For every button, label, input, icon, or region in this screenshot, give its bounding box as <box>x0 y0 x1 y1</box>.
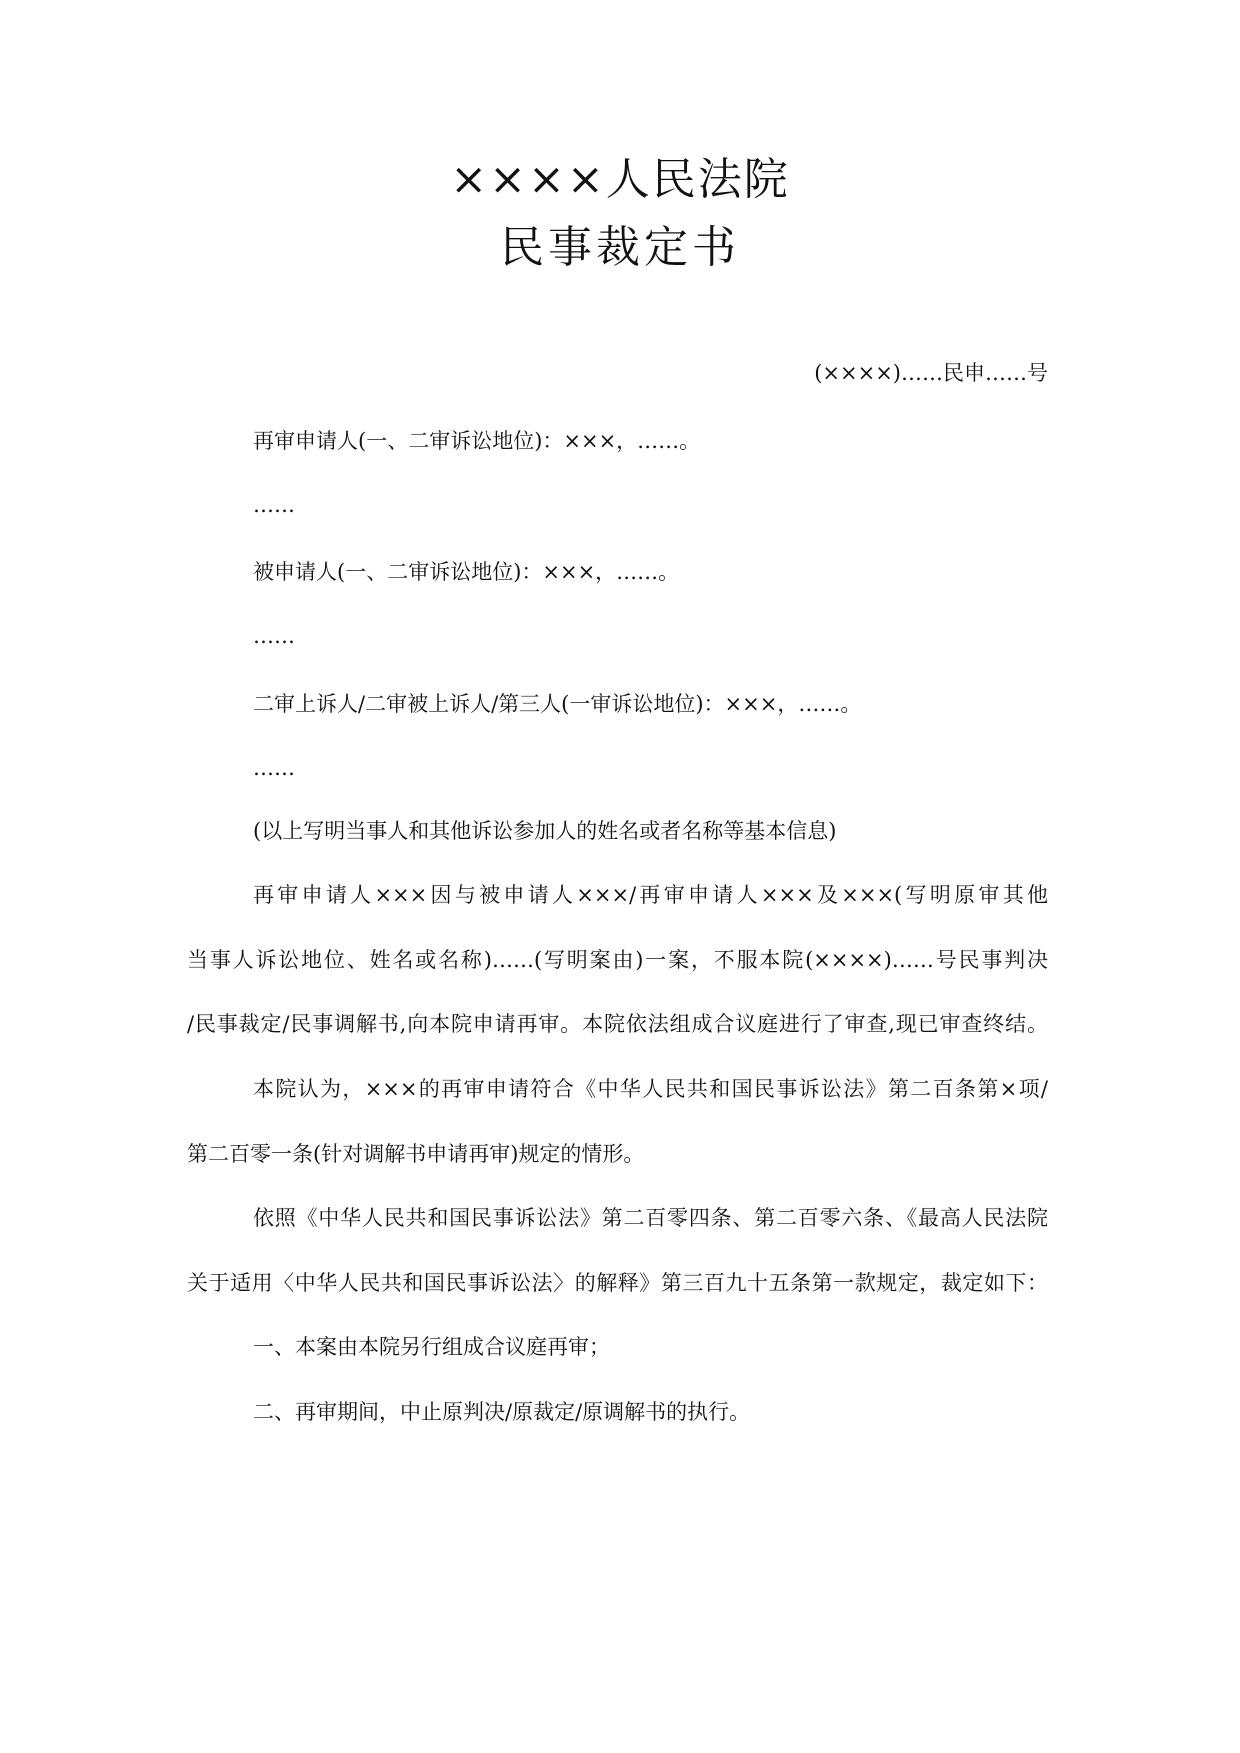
party-respondent-ellipsis: …… <box>253 624 295 648</box>
paragraph-legal-basis-line: 关于适用〈中华人民共和国民事诉讼法〉的解释》第三百九十五条第一款规定，裁定如下： <box>187 1271 1048 1295</box>
parties-note: (以上写明当事人和其他诉讼参加人的姓名或者名称等基本信息) <box>253 819 837 843</box>
document-type-title: 民事裁定书 <box>500 222 740 273</box>
ruling-item-2: 二、再审期间，中止原判决/原裁定/原调解书的执行。 <box>253 1400 751 1424</box>
paragraph-procedure-line: /民事裁定/民事调解书,向本院申请再审。本院依法组成合议庭进行了审查,现已审查终结。 <box>187 1012 1048 1036</box>
paragraph-procedure-line: 再审申请人×××因与被申请人×××/再审申请人×××及×××(写明原审其他 <box>253 883 1048 907</box>
paragraph-legal-basis-line: 依照《中华人民共和国民事诉讼法》第二百零四条、第二百零六条、《最高人民法院 <box>253 1206 1048 1230</box>
court-name: ××××人民法院 <box>450 154 790 205</box>
ruling-item-1: 一、本案由本院另行组成合议庭再审； <box>253 1335 610 1359</box>
party-respondent: 被申请人(一、二审诉讼地位)：×××，……。 <box>253 560 680 584</box>
paragraph-procedure-line: 当事人诉讼地位、姓名或名称)……(写明案由)一案，不服本院(××××)……号民事判决 <box>187 948 1048 972</box>
paragraph-opinion-line: 本院认为，×××的再审申请符合《中华人民共和国民事诉讼法》第二百条第×项/ <box>253 1077 1048 1101</box>
party-applicant-ellipsis: …… <box>253 493 295 517</box>
party-applicant: 再审申请人(一、二审诉讼地位)：×××，……。 <box>253 429 701 453</box>
case-number: (××××)……民申……号 <box>814 361 1048 385</box>
paragraph-opinion-line: 第二百零一条(针对调解书申请再审)规定的情形。 <box>187 1142 645 1166</box>
party-other-ellipsis: …… <box>253 756 295 780</box>
party-other: 二审上诉人/二审被上诉人/第三人(一审诉讼地位)：×××，……。 <box>253 692 862 716</box>
